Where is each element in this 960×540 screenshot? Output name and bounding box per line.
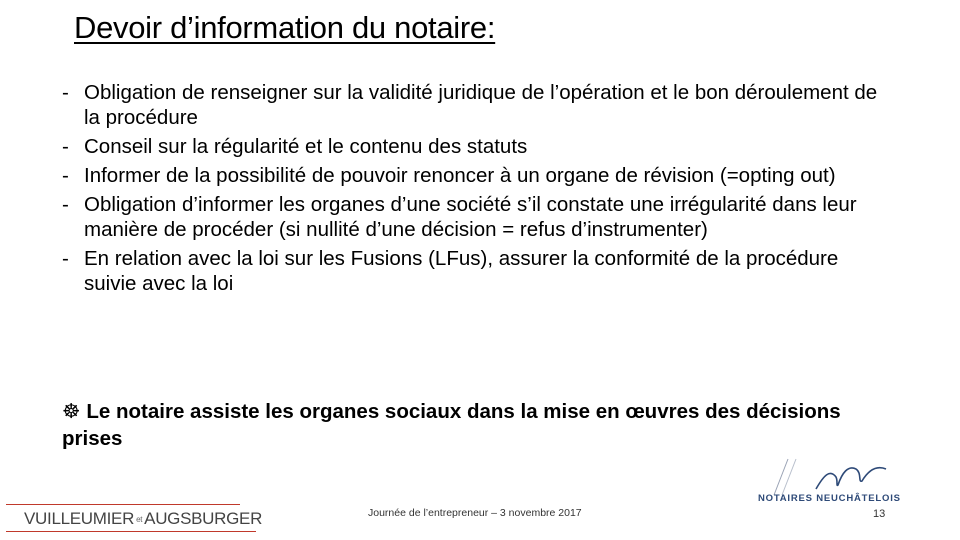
- footer-event: Journée de l’entrepreneur – 3 novembre 2017: [368, 507, 582, 519]
- bullet-text: Obligation d’informer les organes d’une société s’il constate une irrégularité dans leur manière de procéder (si nullité d’une décision = refus d’instrumenter): [84, 193, 857, 241]
- bullet-marker: -: [62, 164, 69, 187]
- bullet-list: [62, 80, 882, 300]
- firm-logo: [6, 504, 263, 534]
- page-number: 13: [873, 508, 886, 520]
- list-item: [62, 246, 882, 296]
- bullet-marker: -: [62, 81, 69, 104]
- wheel-icon: ☸: [62, 400, 81, 423]
- logo-divider-top: [6, 504, 240, 505]
- conclusion-text: [62, 398, 882, 452]
- bullet-text: En relation avec la loi sur les Fusions (LFus), assurer la conformité de la procédure suivie avec la loi: [84, 247, 839, 295]
- bullet-text: Informer de la possibilité de pouvoir renoncer à un organe de révision (=opting out): [84, 164, 836, 187]
- bullet-marker: -: [62, 135, 69, 158]
- association-logo: [752, 455, 942, 510]
- bullet-text: Obligation de renseigner sur la validité juridique de l’opération et le bon déroulement de la procédure: [84, 81, 878, 129]
- firm-logo-text: [24, 509, 262, 529]
- bullet-marker: -: [62, 247, 69, 270]
- firm-connector: et: [136, 515, 143, 525]
- slide-title: Devoir d’information du notaire:: [74, 10, 496, 45]
- list-item: [62, 134, 882, 159]
- list-item: [62, 192, 882, 242]
- list-item: [62, 163, 882, 188]
- bullet-text: Conseil sur la régularité et le contenu des statuts: [84, 135, 528, 158]
- association-emblem-icon: [752, 455, 942, 497]
- logo-divider-bottom: [6, 531, 256, 532]
- association-logo-text: NOTAIRES NEUCHÂTELOIS: [758, 493, 901, 504]
- firm-name-2: AUGSBURGER: [144, 509, 263, 528]
- conclusion-label: Le notaire assiste les organes sociaux dans la mise en œuvres des décisions prises: [62, 400, 841, 450]
- list-item: [62, 80, 882, 130]
- bullet-marker: -: [62, 193, 69, 216]
- firm-name-1: VUILLEUMIER: [24, 509, 135, 528]
